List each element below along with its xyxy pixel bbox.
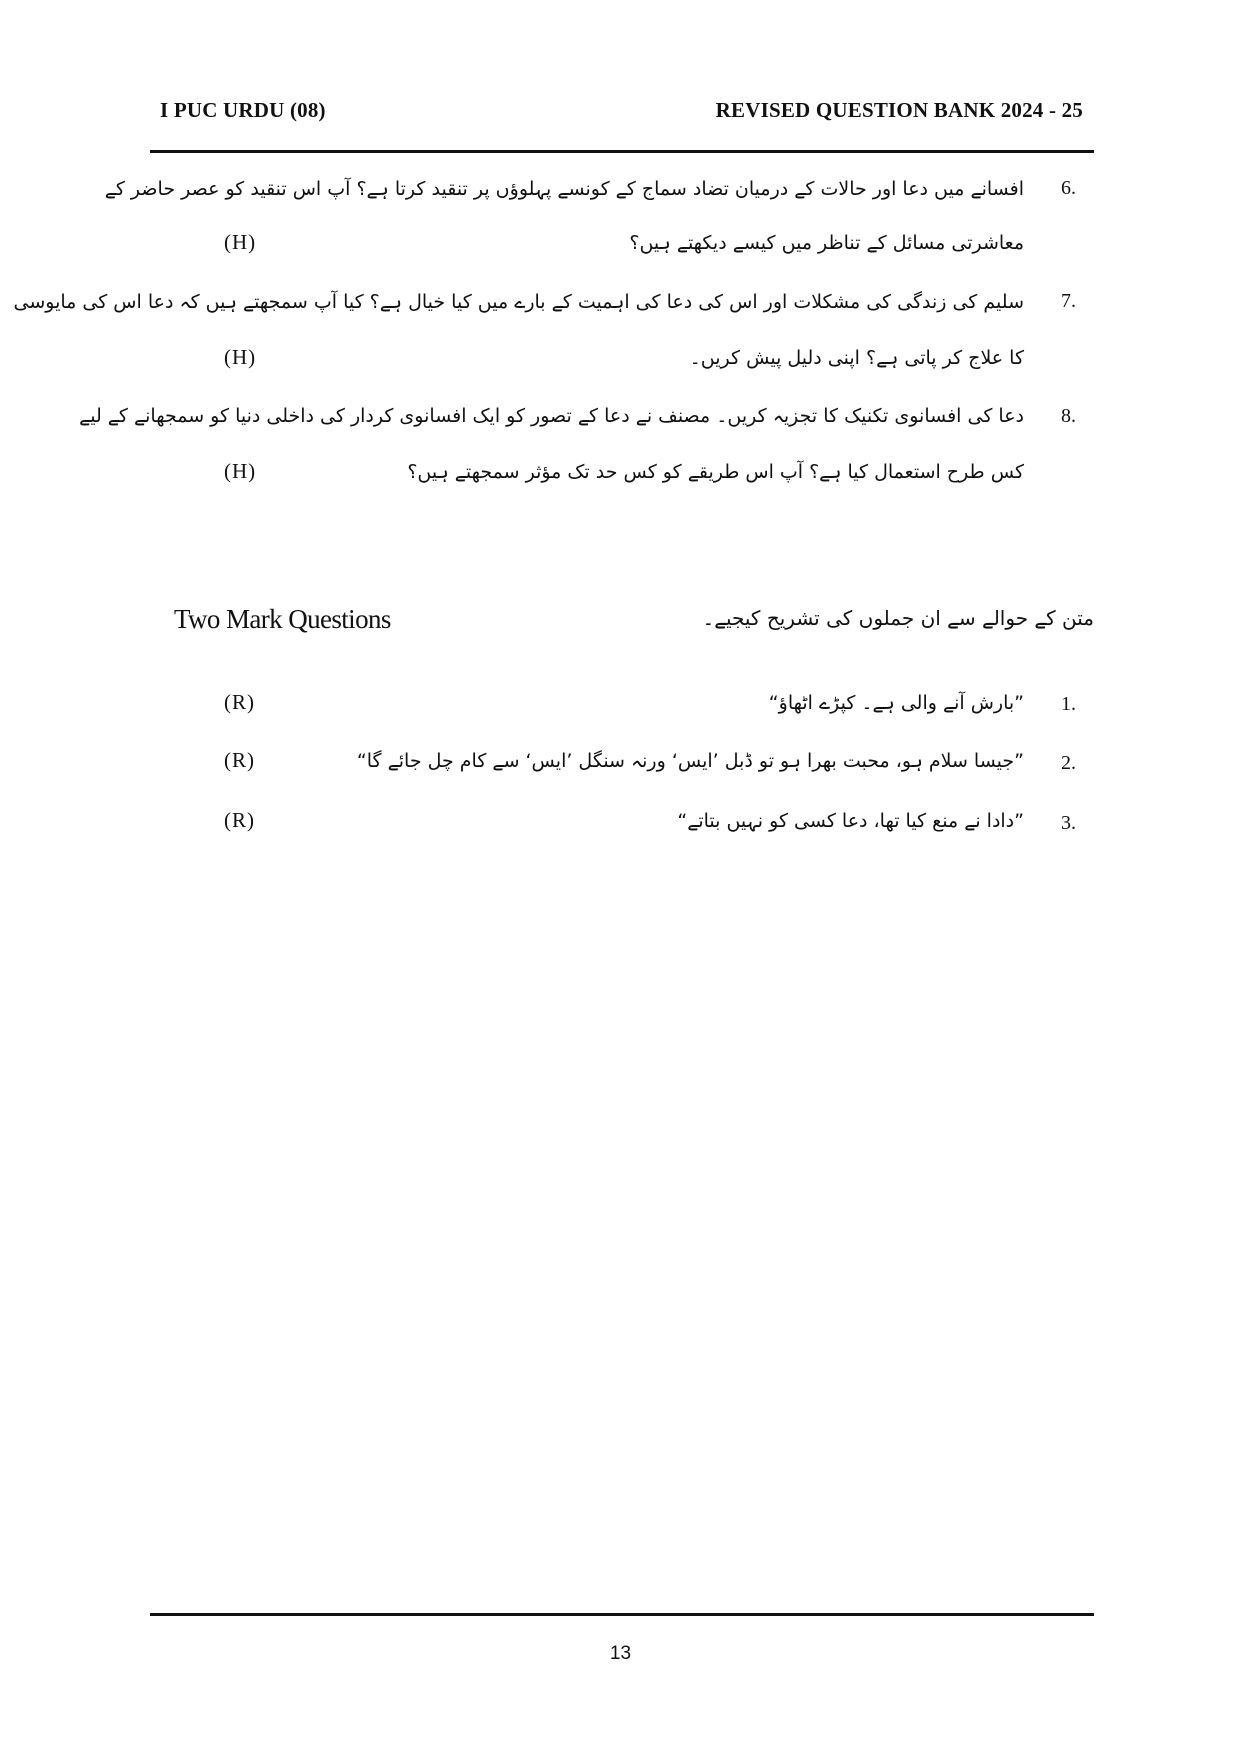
question-text-line-2: معاشرتی مسائل کے تناظر میں کیسے دیکھتے ہیں؟ bbox=[629, 232, 1024, 254]
question-text: ”بارش آنے والی ہے۔ کپڑے اٹھاؤ“ bbox=[768, 692, 1024, 714]
footer-divider bbox=[150, 1613, 1094, 1616]
question-number: 1. bbox=[1061, 693, 1076, 715]
header-document-title: REVISED QUESTION BANK 2024 - 25 bbox=[715, 98, 1083, 122]
section-title-english: Two Mark Questions bbox=[174, 604, 391, 634]
difficulty-code: (R) bbox=[224, 690, 255, 714]
difficulty-code: (H) bbox=[224, 345, 257, 369]
question-text: ”دادا نے منع کیا تھا، دعا کسی کو نہیں بتاتے“ bbox=[677, 810, 1024, 832]
question-number: 2. bbox=[1061, 752, 1076, 774]
question-text-line-2: کس طرح استعمال کیا ہے؟ آپ اس طریقے کو کس حد تک مؤثر سمجھتے ہیں؟ bbox=[407, 461, 1024, 483]
difficulty-code: (R) bbox=[224, 808, 255, 832]
question-text-line-1: افسانے میں دعا اور حالات کے درمیان تضاد سماج کے کونسے پہلوؤں پر تنقید کرتا ہے؟ آپ اس تنقید کو عصر حاضر کے bbox=[104, 178, 1024, 200]
header-divider bbox=[150, 150, 1094, 153]
difficulty-code: (H) bbox=[224, 459, 257, 483]
question-text: ”جیسا سلام ہو، محبت بھرا ہو تو ڈبل ’ایس‘ ورنہ سنگل ’ایس‘ سے کام چل جائے گا“ bbox=[356, 750, 1024, 772]
question-number: 3. bbox=[1061, 812, 1076, 834]
question-number: 7. bbox=[1061, 290, 1076, 312]
page-number: 13 bbox=[609, 1643, 632, 1664]
question-number: 8. bbox=[1061, 405, 1076, 427]
section-title-urdu: متن کے حوالے سے ان جملوں کی تشریح کیجیے۔ bbox=[702, 606, 1094, 630]
question-text-line-2: کا علاج کر پاتی ہے؟ اپنی دلیل پیش کریں۔ bbox=[689, 347, 1024, 369]
difficulty-code: (H) bbox=[224, 230, 257, 254]
question-number: 6. bbox=[1061, 177, 1076, 199]
header-course-code: I PUC URDU (08) bbox=[160, 98, 326, 122]
question-text-line-1: دعا کی افسانوی تکنیک کا تجزیہ کریں۔ مصنف نے دعا کے تصور کو ایک افسانوی کردار کی داخلی دنیا کو سمجھانے کے لیے bbox=[79, 405, 1024, 427]
difficulty-code: (R) bbox=[224, 748, 255, 772]
question-text-line-1: سلیم کی زندگی کی مشکلات اور اس کی دعا کی اہمیت کے بارے میں کیا خیال ہے؟ کیا آپ سمجھتے ہیں کہ دعا اس کی مایوسی bbox=[13, 291, 1024, 313]
